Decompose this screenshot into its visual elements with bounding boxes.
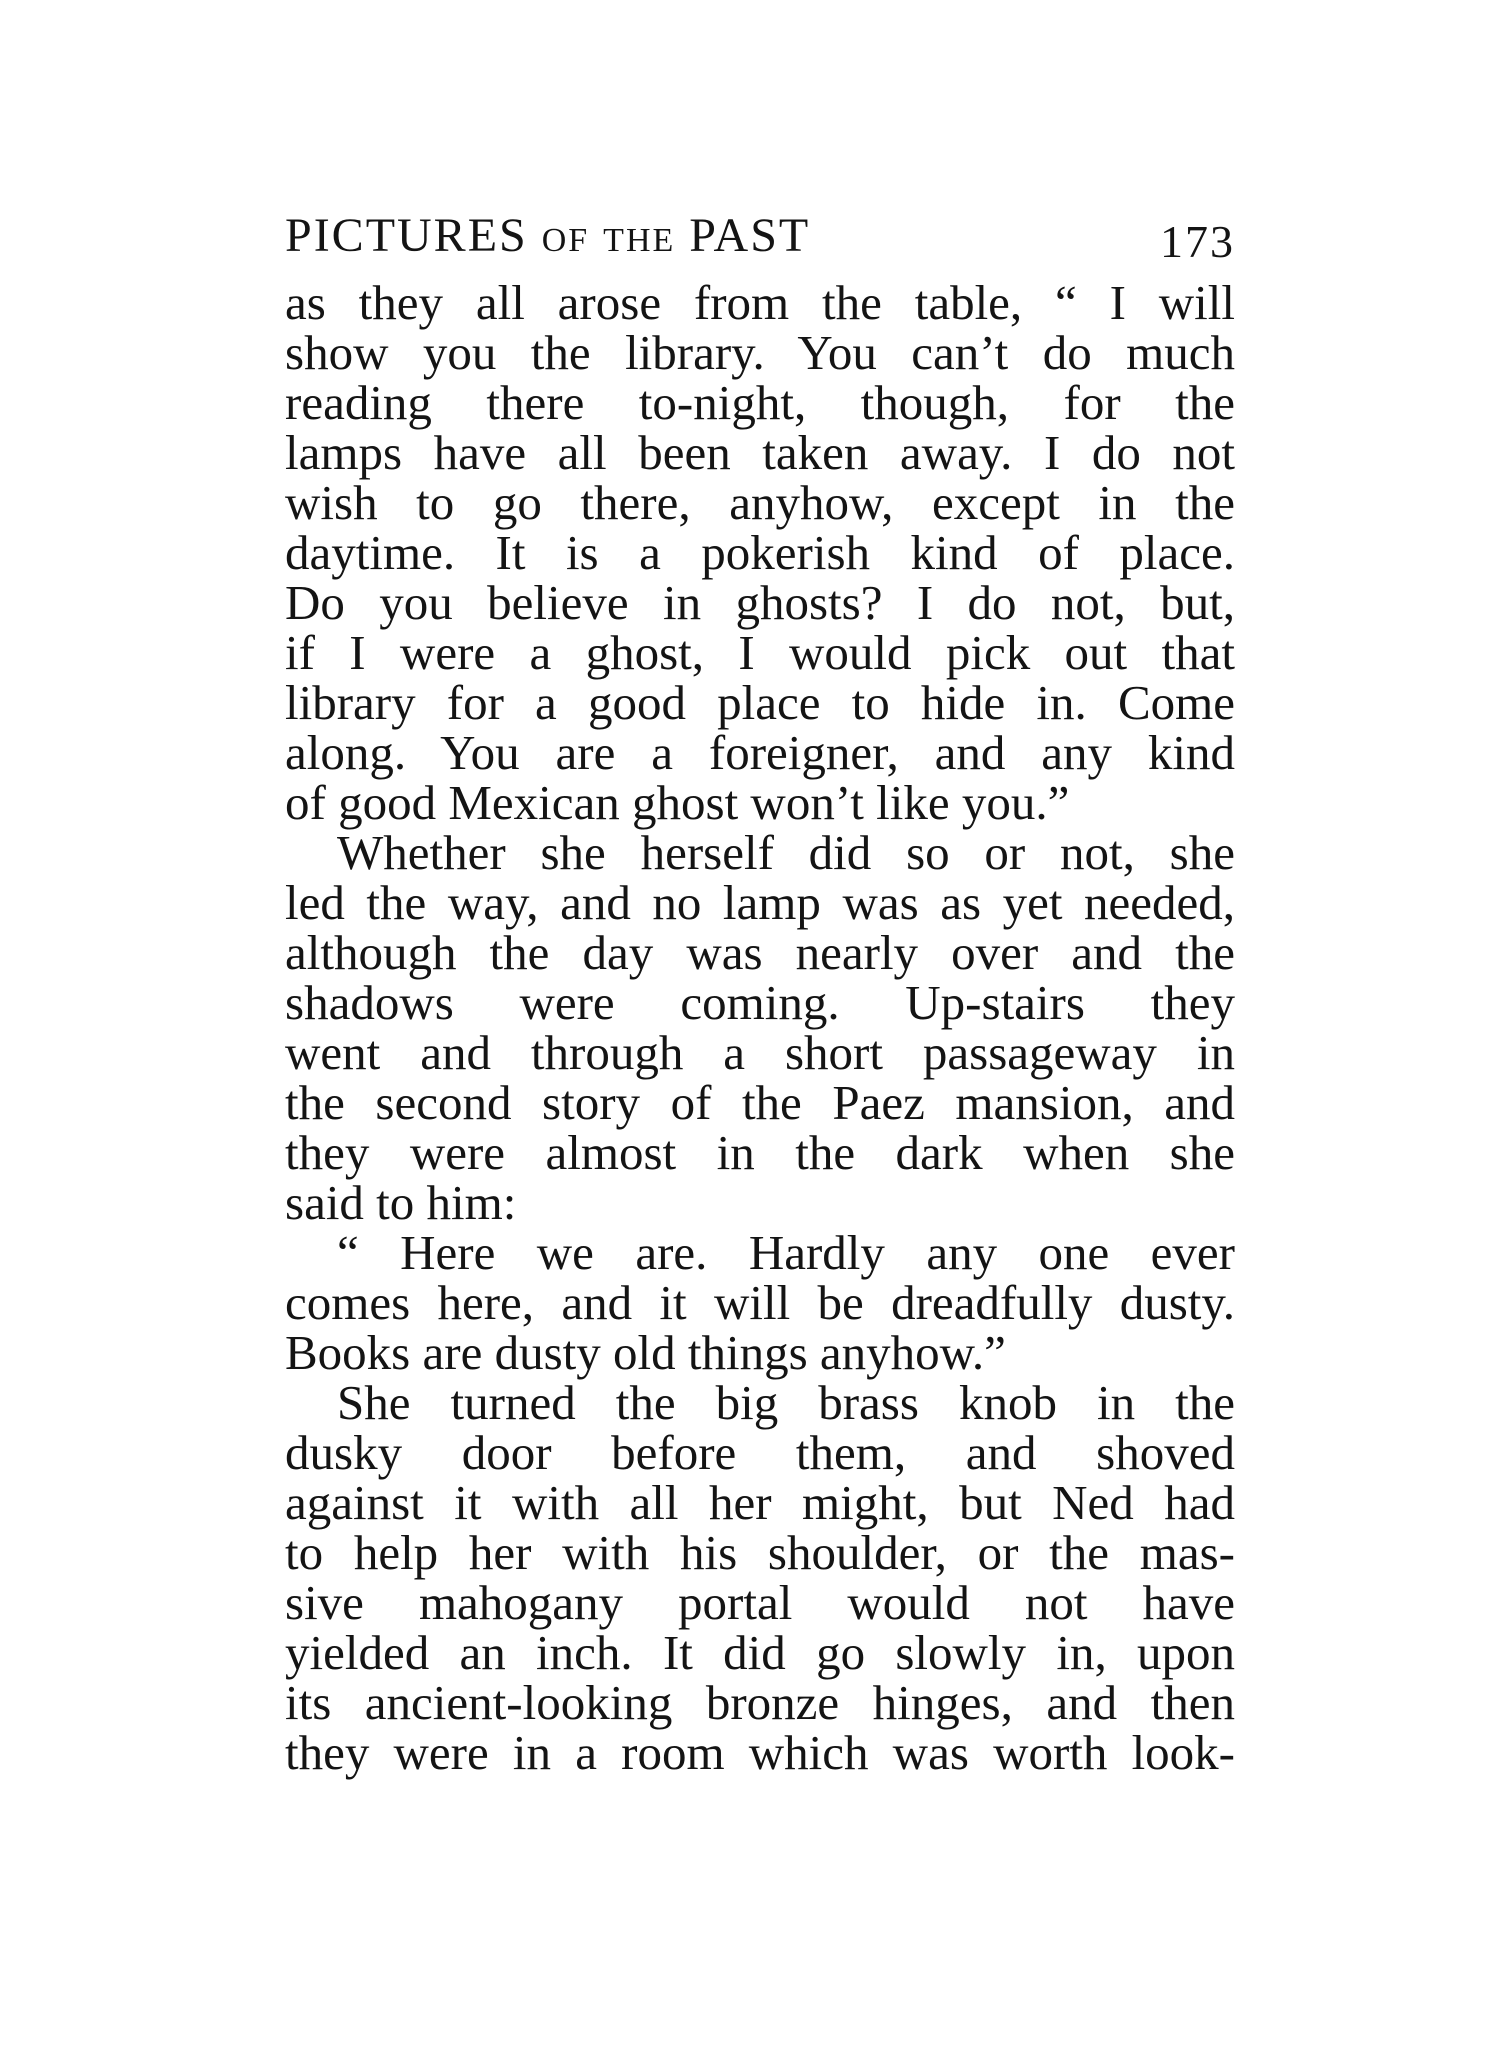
text-line: Books are dusty old things anyhow.” [285, 1325, 1006, 1380]
running-title: PICTURES of the PAST [285, 209, 811, 262]
text-line: Whether she herself did so or not, she [337, 825, 1235, 880]
text-line: lamps have all been taken away. I do not [285, 425, 1235, 480]
text-line: daytime. It is a pokerish kind of place. [285, 525, 1235, 580]
text-line: of good Mexican ghost won’t like you.” [285, 775, 1070, 830]
text-line: along. You are a foreigner, and any kind [285, 725, 1235, 780]
text-line: wish to go there, anyhow, except in the [285, 475, 1235, 530]
text-line: Do you believe in ghosts? I do not, but, [285, 575, 1235, 630]
text-line: dusky door before them, and shoved [285, 1425, 1235, 1480]
text-line: its ancient-looking bronze hinges, and then [285, 1675, 1235, 1730]
text-line: She turned the big brass knob in the [337, 1375, 1235, 1430]
text-line: “ Here we are. Hardly any one ever [337, 1225, 1235, 1280]
body-text [285, 275, 1235, 1780]
text-line: led the way, and no lamp was as yet needed, [285, 875, 1235, 930]
text-line: the second story of the Paez mansion, and [285, 1075, 1235, 1130]
text-line: shadows were coming. Up-stairs they [285, 975, 1235, 1030]
text-line: comes here, and it will be dreadfully dusty. [285, 1275, 1235, 1330]
text-line: against it with all her might, but Ned had [285, 1475, 1235, 1530]
text-line: sive mahogany portal would not have [285, 1575, 1235, 1630]
text-line: library for a good place to hide in. Come [285, 675, 1235, 730]
text-line: to help her with his shoulder, or the mas- [285, 1525, 1235, 1580]
text-line: if I were a ghost, I would pick out that [285, 625, 1235, 680]
text-line: as they all arose from the table, “ I will [285, 275, 1235, 330]
text-line: said to him: [285, 1175, 517, 1230]
running-head [285, 206, 1235, 266]
text-line: yielded an inch. It did go slowly in, upon [285, 1625, 1235, 1680]
text-line: they were almost in the dark when she [285, 1125, 1235, 1180]
text-line: reading there to-night, though, for the [285, 375, 1235, 430]
page-number: 173 [1160, 216, 1235, 267]
text-line: although the day was nearly over and the [285, 925, 1235, 980]
text-line: show you the library. You can’t do much [285, 325, 1235, 380]
text-line: went and through a short passageway in [285, 1025, 1235, 1080]
text-line: they were in a room which was worth look- [285, 1725, 1235, 1780]
